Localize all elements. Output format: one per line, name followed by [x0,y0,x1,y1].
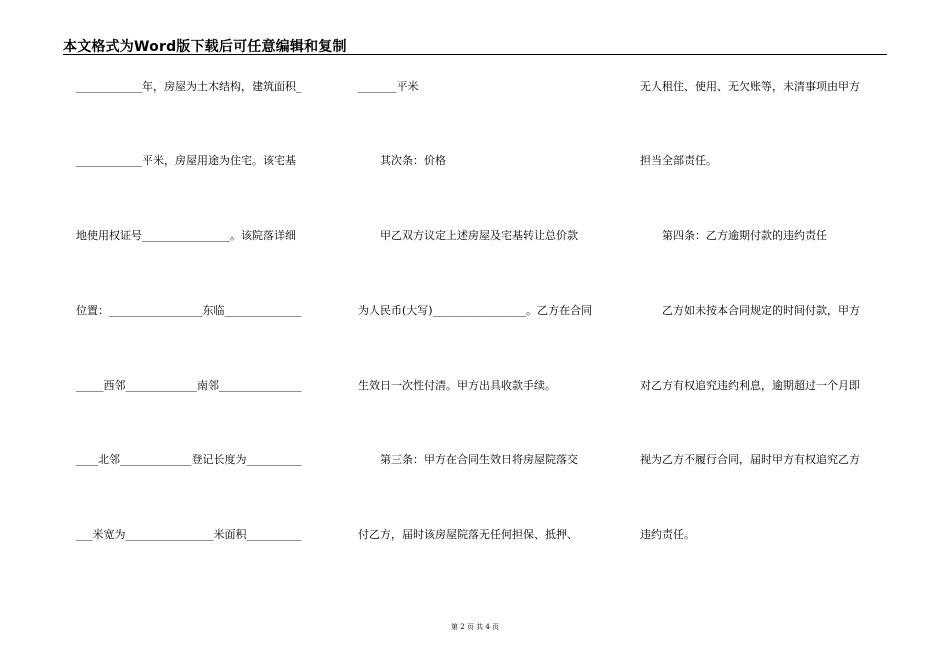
text-line: 为人民币(大写)_________________。乙方在合同 [358,304,593,317]
text-line: 位置：_________________东临______________ [76,304,302,317]
text-line: 违约责任。 [640,528,695,541]
page-number-footer: 第 2 页 共 4 页 [450,623,500,631]
header-divider [63,54,887,55]
text-line: 视为乙方不履行合同，届时甲方有权追究乙方 [640,453,860,466]
text-line: 乙方如未按本合同规定的时间付款，甲方 [640,304,860,317]
text-line: _____西邻_____________南邻_______________ [76,379,302,392]
text-line: 付乙方，届时该房屋院落无任何担保、抵押、 [358,528,578,541]
text-line: 担当全部责任。 [640,154,717,167]
text-line: 第三条：甲方在合同生效日将房屋院落交 [358,453,578,466]
text-line: ____________平米，房屋用途为住宅。该宅基 [76,154,296,167]
text-line: 生效日一次性付清。甲方出具收款手续。 [358,379,556,392]
text-line: 对乙方有权追究违约利息，逾期超过一个月即 [640,379,860,392]
text-line: 甲乙双方议定上述房屋及宅基转让总价款 [358,229,578,242]
page-header-title: 本文格式为Word版下载后可任意编辑和复制 [63,39,347,55]
text-line: ____________年，房屋为土木结构，建筑面积_ [76,80,302,93]
text-line: 其次条：价格 [358,154,446,167]
text-line: ___米宽为________________米面积__________ [76,528,302,541]
text-line: ____北邻_____________登记长度为__________ [76,453,302,466]
text-line: _______平米 [358,80,419,93]
text-line: 第四条：乙方逾期付款的违约责任 [640,229,827,242]
text-line: 地使用权证号________________。该院落详细 [76,229,296,242]
text-line: 无人租住、使用、无欠账等，未清事项由甲方 [640,80,860,93]
